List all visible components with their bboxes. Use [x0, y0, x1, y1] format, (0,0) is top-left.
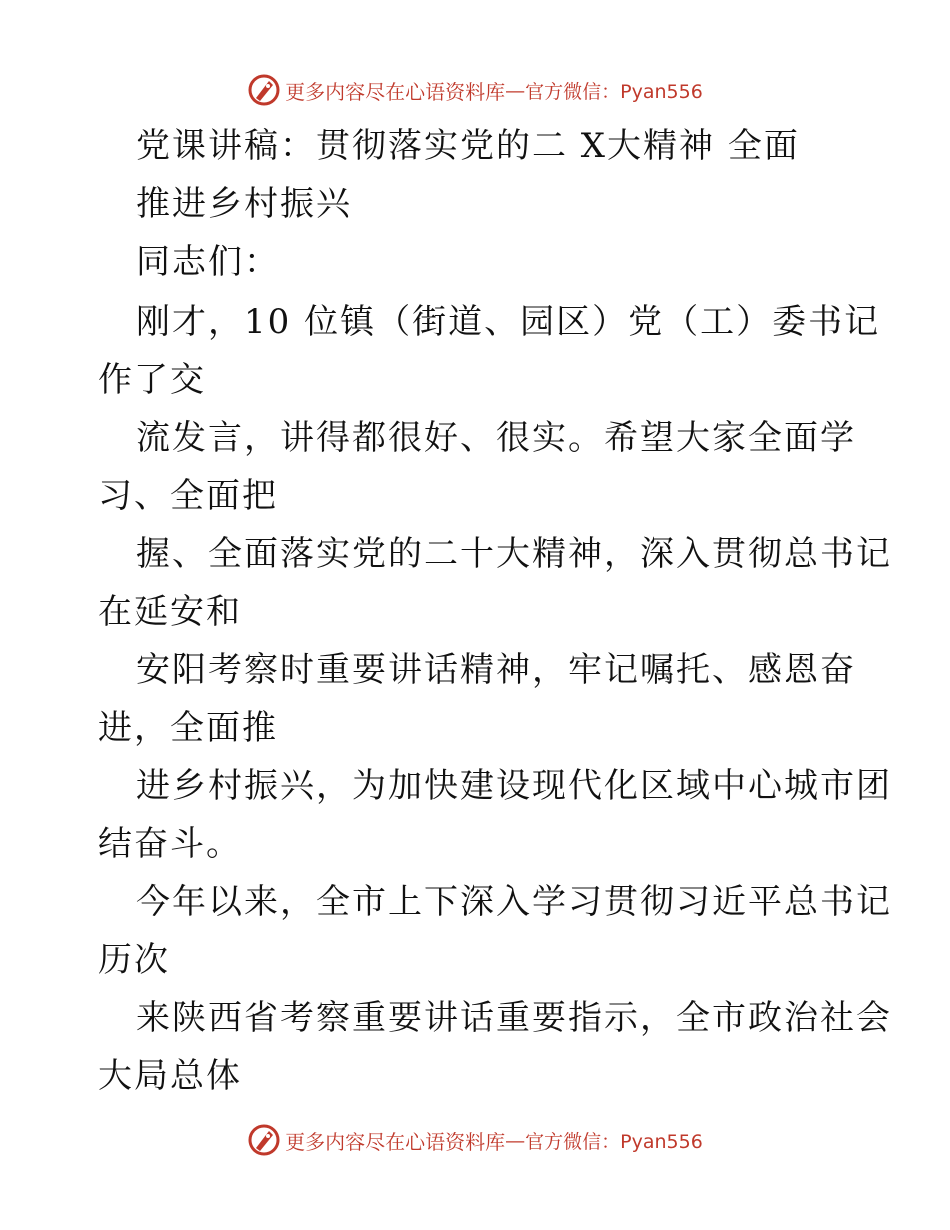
body-line: 进乡村振兴，为加快建设现代化区域中心城市团: [136, 766, 892, 806]
pen-nib-logo-icon: [247, 73, 281, 107]
body-line: 安阳考察时重要讲话精神，牢记嘱托、感恩奋: [136, 650, 856, 690]
body-line: 今年以来，全市上下深入学习贯彻习近平总书记: [136, 882, 892, 922]
body-line: 握、全面落实党的二十大精神，深入贯彻总书记: [136, 534, 892, 574]
footer-site-text: 更多内容尽在心语资料库: [285, 1129, 506, 1154]
footer-wechat-text: 官方微信：Pyan556: [525, 1130, 703, 1153]
body-line: 进，全面推: [98, 708, 278, 748]
body-line: 在延安和: [98, 592, 242, 632]
body-line: 刚才，10 位镇（街道、园区）党（工）委书记: [136, 302, 881, 342]
pen-nib-logo-icon: [247, 1123, 281, 1157]
body-line: 大局总体: [98, 1056, 242, 1096]
header-site-text: 更多内容尽在心语资料库: [285, 79, 506, 104]
body-line: 流发言，讲得都很好、很实。希望大家全面学: [136, 418, 856, 458]
body-line: 作了交: [98, 360, 206, 400]
header-dash: —: [505, 78, 526, 102]
document-title-line-1: 党课讲稿：贯彻落实党的二 X大精神 全面: [136, 126, 800, 166]
salutation: 同志们：: [136, 242, 280, 282]
document-title-line-2: 推进乡村振兴: [136, 184, 352, 224]
footer-banner: [0, 1120, 950, 1160]
body-line: 来陕西省考察重要讲话重要指示，全市政治社会: [136, 998, 892, 1038]
body-line: 结奋斗。: [98, 824, 242, 864]
header-banner: [0, 70, 950, 110]
body-line: 历次: [98, 940, 170, 980]
header-wechat-text: 官方微信：Pyan556: [525, 80, 703, 103]
footer-dash: —: [505, 1128, 526, 1152]
body-line: 习、全面把: [98, 476, 278, 516]
